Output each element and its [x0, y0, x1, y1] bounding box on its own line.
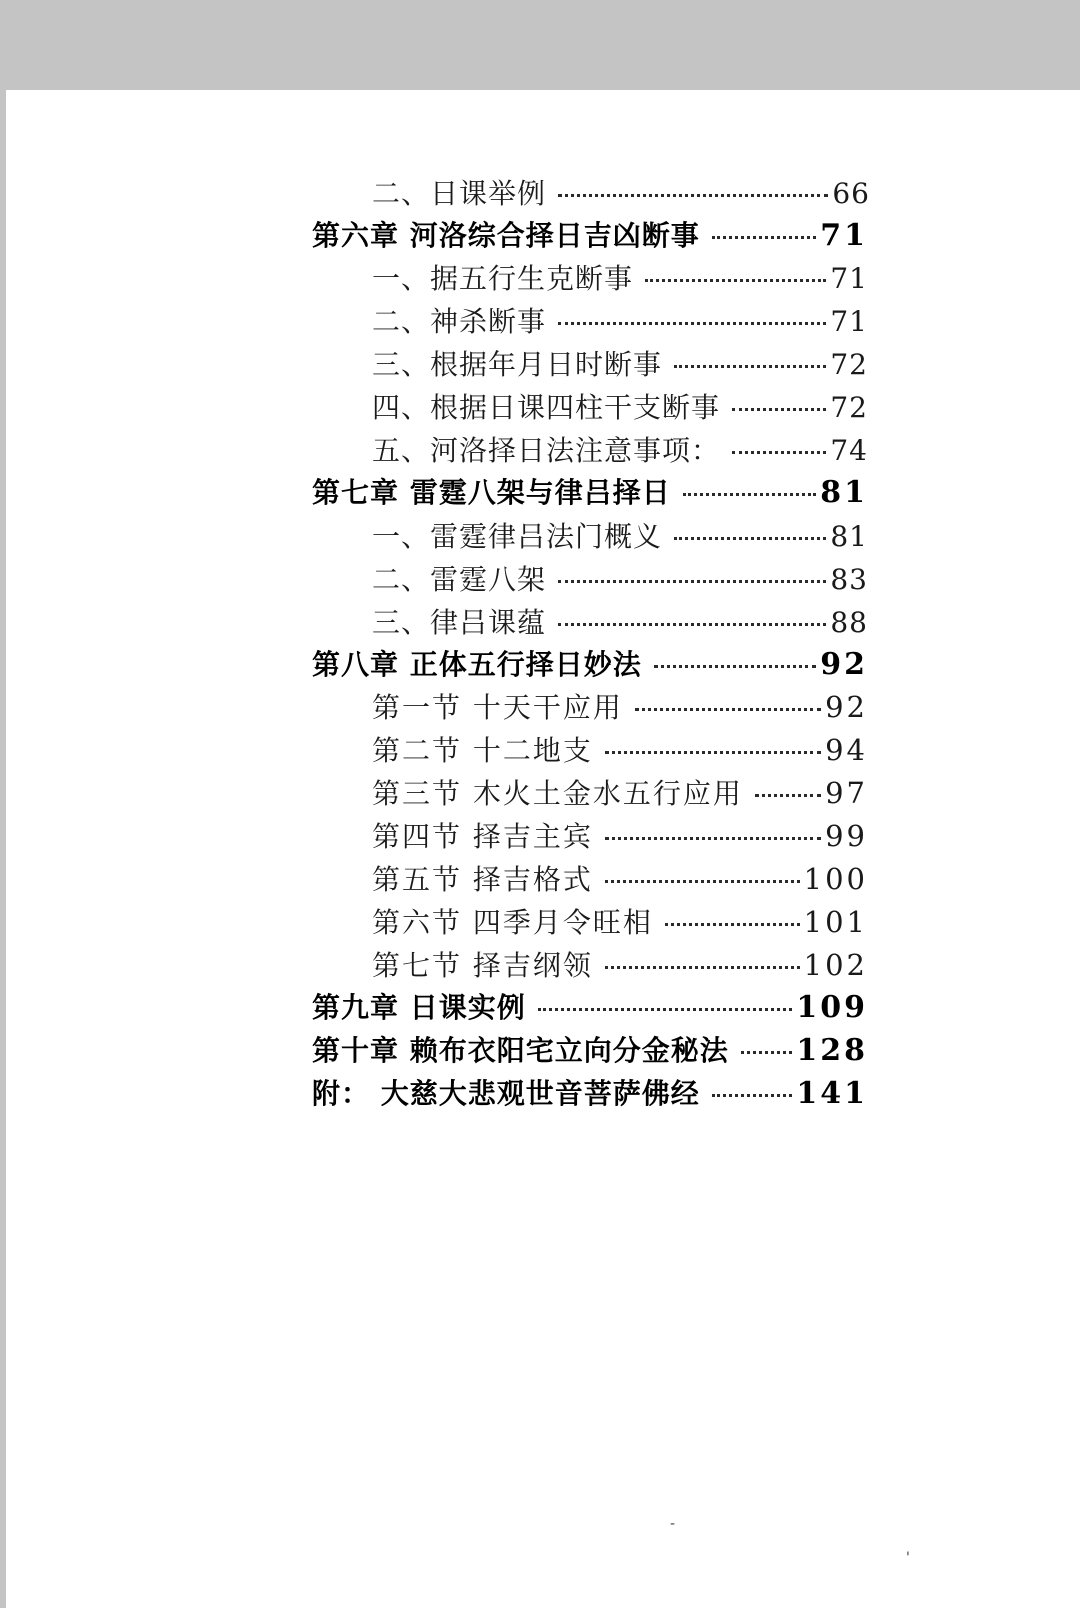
toc-entry-title: 第七章 雷霆八架与律吕择日: [312, 476, 671, 509]
toc-entry-page: 92: [825, 690, 868, 724]
toc-leader-dots: [683, 493, 817, 496]
toc-entry-page: 88: [830, 606, 868, 639]
toc-section: [372, 729, 868, 769]
toc-entry-title: 五、河洛择日法注意事项：: [372, 434, 721, 467]
toc-leader-dots: [538, 1008, 793, 1011]
toc-section: [372, 944, 868, 984]
toc-entry-title: 第三节 木火土金水五行应用: [372, 777, 743, 810]
toc-leader-dots: [732, 408, 826, 411]
toc-entry-title: 第九章 日课实例: [312, 991, 526, 1024]
toc-leader-dots: [665, 923, 800, 926]
toc-entry-title: 三、律吕课蕴: [372, 606, 547, 639]
toc-entry-page: 72: [830, 348, 868, 381]
toc-entry-page: 71: [830, 305, 868, 338]
toc-entry-title: 第十章 赖布衣阳宅立向分金秘法: [312, 1034, 729, 1067]
toc-entry-title: 二、日课举例: [372, 177, 547, 210]
toc-section: [372, 815, 868, 855]
toc-entry-title: 三、根据年月日时断事: [372, 348, 663, 381]
toc-entry-page: 66: [832, 177, 870, 210]
toc-entry-page: 92: [820, 647, 868, 682]
toc-entry-title: 第四节 择吉主宾: [372, 820, 593, 853]
toc-leader-dots: [674, 365, 826, 368]
toc-entry-title: 一、据五行生克断事: [372, 262, 634, 295]
toc-leader-dots: [605, 751, 821, 754]
toc-entry-title: 第八章 正体五行择日妙法: [312, 648, 642, 681]
toc-chapter: [312, 643, 868, 683]
toc-entry-page: 99: [825, 819, 868, 853]
toc-section: [372, 772, 868, 812]
toc-leader-dots: [645, 279, 826, 282]
scan-speck: ': [906, 1550, 910, 1566]
toc-entry-title: 四、根据日课四柱干支断事: [372, 391, 721, 424]
toc-chapter: [312, 214, 868, 254]
toc-chapter: [312, 471, 868, 511]
toc-entry: [372, 386, 868, 426]
toc-entry-title: 附： 大慈大悲观世音菩萨佛经: [312, 1077, 700, 1110]
toc-entry-page: 100: [803, 862, 868, 896]
toc-entry-page: 141: [796, 1076, 868, 1111]
toc-leader-dots: [755, 794, 821, 797]
toc-entry: [372, 343, 868, 383]
toc-leader-dots: [741, 1051, 793, 1054]
toc-entry: [372, 601, 868, 641]
toc-entry: [372, 515, 868, 555]
toc-entry-title: 一、雷霆律吕法门概义: [372, 520, 663, 553]
toc-section: [372, 686, 868, 726]
toc-entry: [372, 429, 868, 469]
toc-leader-dots: [558, 194, 828, 197]
toc-chapter: [312, 1072, 868, 1112]
toc-entry-title: 第二节 十二地支: [372, 734, 593, 767]
toc-entry: [372, 558, 868, 598]
toc-leader-dots: [712, 1094, 793, 1097]
toc-entry-title: 第七节 择吉纲领: [372, 949, 593, 982]
toc-chapter: [312, 986, 868, 1026]
toc-entry-page: 101: [803, 905, 868, 939]
toc-entry-title: 第六章 河洛综合择日吉凶断事: [312, 219, 700, 252]
toc-entry: [372, 172, 870, 212]
toc-leader-dots: [558, 580, 826, 583]
toc-entry-page: 81: [830, 520, 868, 553]
book-page: [6, 90, 1080, 1608]
toc-section: [372, 858, 868, 898]
toc-leader-dots: [605, 837, 821, 840]
toc-entry-title: 第五节 择吉格式: [372, 863, 593, 896]
toc-entry-page: 71: [820, 218, 868, 253]
toc-entry-page: 74: [830, 434, 868, 467]
toc-entry: [372, 300, 868, 340]
toc-entry-page: 109: [796, 990, 868, 1025]
toc-leader-dots: [558, 623, 826, 626]
toc-entry-page: 71: [830, 262, 868, 295]
toc-entry-page: 128: [796, 1033, 868, 1068]
toc-leader-dots: [605, 880, 800, 883]
toc-leader-dots: [674, 537, 826, 540]
toc-leader-dots: [605, 966, 800, 969]
toc-entry-title: 二、神杀断事: [372, 305, 547, 338]
toc-entry-page: 102: [803, 948, 868, 982]
toc-leader-dots: [712, 236, 817, 239]
toc-section: [372, 901, 868, 941]
toc-entry: [372, 257, 868, 297]
toc-entry-page: 94: [825, 733, 868, 767]
toc-entry-title: 第六节 四季月令旺相: [372, 906, 653, 939]
toc-entry-page: 83: [830, 563, 868, 596]
scan-speck: -: [670, 1516, 676, 1532]
toc-chapter: [312, 1029, 868, 1069]
toc-leader-dots: [635, 708, 821, 711]
toc-leader-dots: [654, 665, 817, 668]
toc-entry-page: 72: [830, 391, 868, 424]
toc-entry-title: 第一节 十天干应用: [372, 691, 623, 724]
toc-leader-dots: [732, 451, 826, 454]
toc-leader-dots: [558, 322, 826, 325]
toc-entry-title: 二、雷霆八架: [372, 563, 547, 596]
toc-entry-page: 97: [825, 776, 868, 810]
toc-entry-page: 81: [820, 475, 868, 510]
